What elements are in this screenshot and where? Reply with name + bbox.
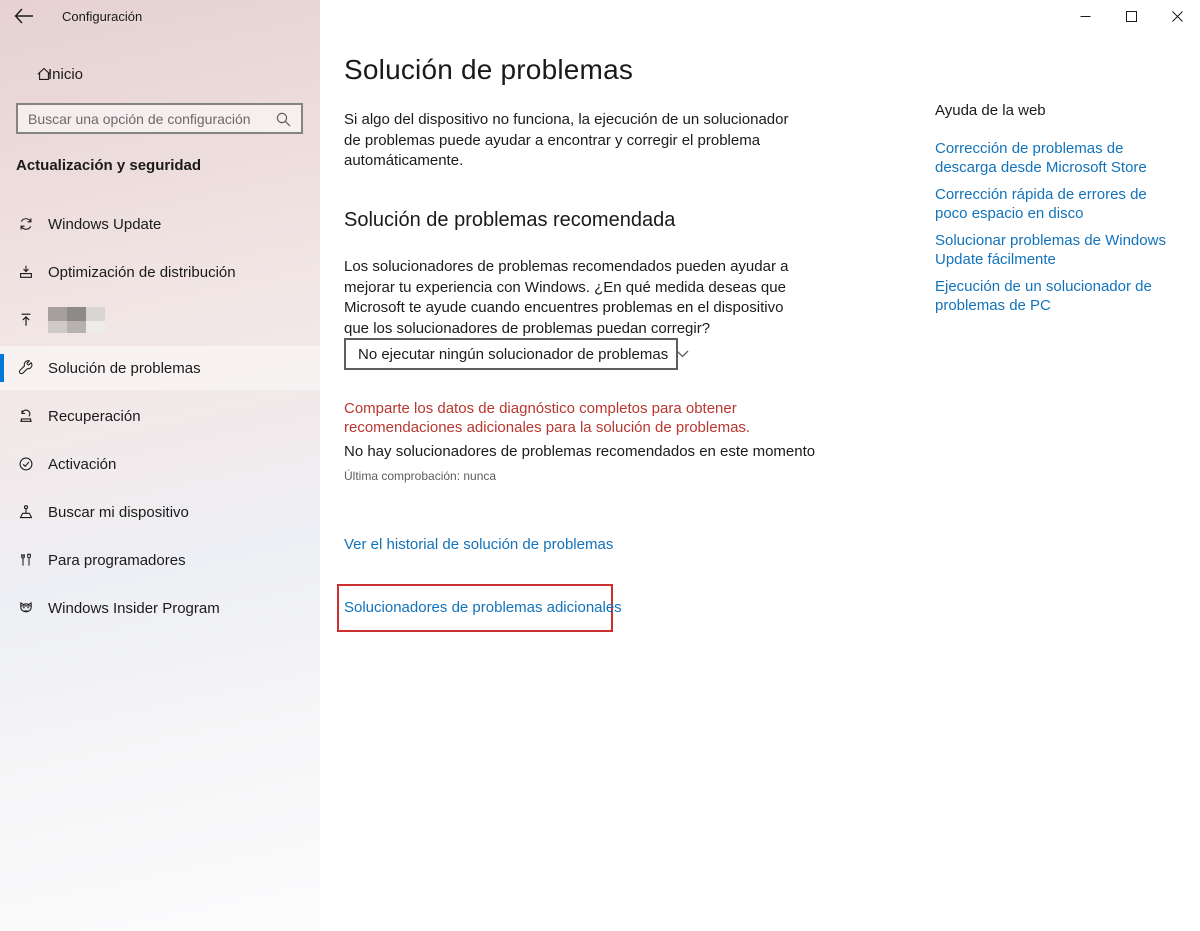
- troubleshooter-mode-dropdown[interactable]: [344, 338, 678, 370]
- sidebar-item-recovery[interactable]: [0, 394, 320, 438]
- upload-icon: [18, 312, 34, 328]
- find-device-icon: [18, 504, 34, 520]
- maximize-icon: [1126, 11, 1137, 22]
- chevron-down-icon: [676, 350, 689, 358]
- sidebar-item-activation[interactable]: [0, 442, 320, 486]
- settings-search-box: [16, 103, 303, 134]
- wrench-icon: [18, 360, 34, 376]
- sidebar-nav-list: [0, 202, 320, 634]
- last-checked-text: Última comprobación: nunca: [344, 469, 497, 483]
- sidebar-item-label: Recuperación: [48, 407, 141, 425]
- additional-troubleshooters-link[interactable]: Solucionadores de problemas adicionales: [344, 599, 622, 616]
- delivery-optimization-icon: [18, 264, 34, 280]
- ninja-cat-icon: [18, 600, 34, 616]
- main-content: [320, 0, 1200, 931]
- sidebar-item-insider-program[interactable]: [0, 586, 320, 630]
- sidebar-item-troubleshoot[interactable]: [0, 346, 320, 390]
- sidebar-item-label: Solución de problemas: [48, 359, 201, 377]
- diagnostic-data-warning: Comparte los datos de diagnóstico completos para obtener recomendaciones adicionales para la solución de problemas.: [344, 400, 751, 436]
- selected-indicator: [0, 354, 4, 382]
- sidebar-item-label: Activación: [48, 455, 117, 473]
- sidebar-item-label: Para programadores: [48, 551, 186, 569]
- sidebar-item-developers[interactable]: [0, 538, 320, 582]
- close-button[interactable]: [1154, 0, 1200, 32]
- window-controls: [1062, 0, 1200, 32]
- dropdown-selected-value: No ejecutar ningún solucionador de problemas: [358, 345, 669, 363]
- help-link-pc-troubleshooter[interactable]: Ejecución de un solucionador de problemas de PC: [935, 278, 1152, 314]
- redacted-label-pixelation: [48, 307, 105, 333]
- sidebar-item-find-device[interactable]: [0, 490, 320, 534]
- app-title: Configuración: [62, 9, 143, 24]
- help-panel-heading: Ayuda de la web: [935, 102, 1046, 119]
- sidebar-home-label: Inicio: [48, 66, 84, 83]
- settings-sidebar: [0, 0, 320, 931]
- help-link-store-downloads[interactable]: Corrección de problemas de descarga desde Microsoft Store: [935, 140, 1147, 176]
- close-icon: [1172, 11, 1183, 22]
- search-icon[interactable]: [275, 111, 292, 128]
- minimize-icon: [1080, 11, 1091, 22]
- sidebar-item-label: Windows Insider Program: [48, 599, 220, 617]
- minimize-button[interactable]: [1062, 0, 1108, 32]
- back-button[interactable]: [13, 7, 37, 27]
- sync-icon: [18, 216, 34, 232]
- intro-text: Si algo del dispositivo no funciona, la ejecución de un solucionador de problemas puede ayudar a encontrar y corregir el problema automáticamente.: [344, 111, 789, 169]
- sidebar-item-home[interactable]: [0, 56, 320, 92]
- help-link-windows-update[interactable]: Solucionar problemas de Windows Update fácilmente: [935, 232, 1166, 268]
- sidebar-item-delivery-optimization[interactable]: [0, 250, 320, 294]
- web-help-panel: [935, 102, 1183, 324]
- sidebar-item-windows-update[interactable]: [0, 202, 320, 246]
- recommended-section-heading: Solución de problemas recomendada: [344, 209, 676, 231]
- help-link-disk-space[interactable]: Corrección rápida de errores de poco espacio en disco: [935, 186, 1147, 222]
- activation-check-icon: [18, 456, 34, 472]
- page-title: Solución de problemas: [344, 54, 634, 85]
- history-link[interactable]: Ver el historial de solución de problemas: [344, 536, 614, 553]
- sidebar-section-title: Actualización y seguridad: [16, 157, 202, 174]
- recommended-status-text: No hay solucionadores de problemas recomendados en este momento: [344, 443, 816, 460]
- back-arrow-icon: [13, 7, 35, 25]
- sidebar-item-label: Buscar mi dispositivo: [48, 503, 189, 521]
- maximize-button[interactable]: [1108, 0, 1154, 32]
- developer-tools-icon: [18, 552, 34, 568]
- sidebar-item-label: Windows Update: [48, 215, 162, 233]
- recovery-icon: [18, 408, 34, 424]
- sidebar-item-redacted[interactable]: [0, 298, 320, 342]
- recommended-section-description: Los solucionadores de problemas recomendados pueden ayudar a mejorar tu experiencia con Windows. ¿En qué medida deseas que Microsoft te ayude cuando encuentres problemas en el dispositivo que los solucionadores de problemas puedan corregir?: [344, 258, 789, 337]
- search-input[interactable]: [18, 105, 301, 132]
- sidebar-item-label: Optimización de distribución: [48, 263, 236, 281]
